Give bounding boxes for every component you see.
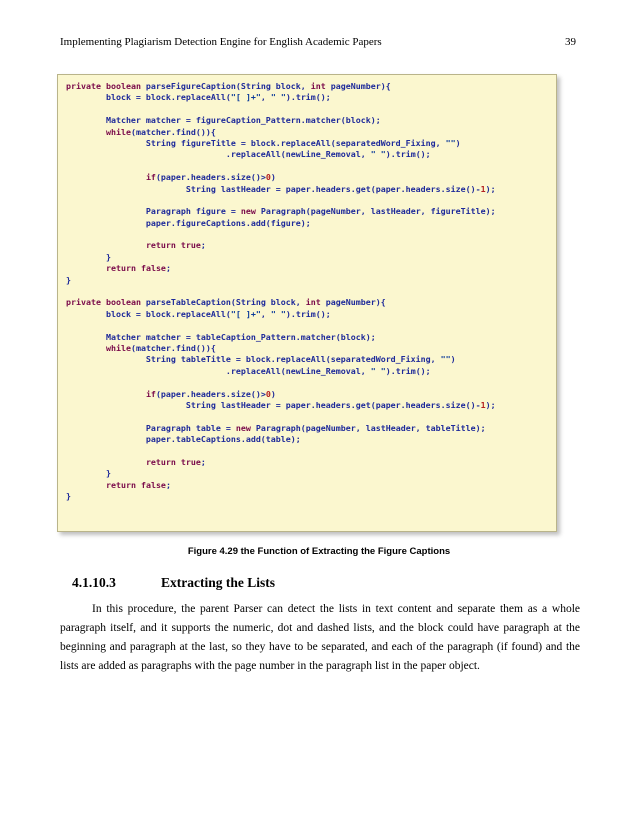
figure-caption: Figure 4.29 the Function of Extracting the Figure Captions [187, 546, 451, 557]
code-line: while(matcher.find()){ [105, 126, 216, 137]
section-title: Extracting the Lists [161, 575, 275, 590]
code-line: block = block.replaceAll("[ ]+", " ").trim(); [66, 308, 331, 319]
section-heading [72, 575, 275, 591]
code-line: .replaceAll(newLine_Removal, " ").trim(); [66, 365, 431, 376]
code-line: String lastHeader = paper.headers.get(paper.headers.size()-1); [66, 399, 496, 410]
code-line: Paragraph figure = new Paragraph(pageNumber, lastHeader, figureTitle); [66, 206, 496, 217]
code-line: if(paper.headers.size()>0) [145, 172, 276, 183]
code-line [66, 161, 556, 172]
code-line: block = block.replaceAll("[ ]+", " ").trim(); [66, 92, 331, 103]
code-line [66, 286, 556, 297]
code-line [66, 195, 556, 206]
code-line [66, 104, 556, 115]
code-line: Matcher matcher = tableCaption_Pattern.matcher(block); [66, 331, 376, 342]
code-line: return false; [105, 479, 171, 490]
code-line: paper.figureCaptions.add(figure); [66, 217, 311, 228]
section-number: 4.1.10.3 [72, 575, 116, 590]
code-line: } [66, 491, 71, 502]
code-line: return false; [105, 263, 171, 274]
code-line: String lastHeader = paper.headers.get(paper.headers.size()-1); [66, 183, 496, 194]
code-line: private boolean parseTableCaption(String block, int pageNumber){ [66, 297, 386, 308]
code-line: Matcher matcher = figureCaption_Pattern.matcher(block); [66, 115, 381, 126]
code-line: String tableTitle = block.replaceAll(separatedWord_Fixing, "") [66, 354, 456, 365]
body-paragraph-text: In this procedure, the parent Parser can detect the lists in text content and separate them as a whole paragraph itself, and it supports the numeric, dot and dashed lists, and the block could have paragraph at the beginning and paragraph at the last, so they have to be separated, and each of the paragraph (if found) and the lists are added as paragraphs with the page number in the paragraph list in the paper object. [60, 603, 580, 672]
code-line: } [66, 468, 111, 479]
code-line: return true; [145, 456, 206, 467]
code-line: private boolean parseFigureCaption(String block, int pageNumber){ [66, 81, 391, 91]
page-number: 39 [565, 36, 576, 48]
code-line: paper.tableCaptions.add(table); [66, 434, 301, 445]
running-header-title: Implementing Plagiarism Detection Engine for English Academic Papers [60, 36, 382, 48]
code-line [66, 320, 556, 331]
code-line: .replaceAll(newLine_Removal, " ").trim(); [66, 149, 431, 160]
code-line: if(paper.headers.size()>0) [145, 388, 276, 399]
body-paragraph [60, 600, 580, 676]
code-line: } [66, 251, 111, 262]
code-line: } [66, 274, 71, 285]
code-line: String figureTitle = block.replaceAll(separatedWord_Fixing, "") [66, 137, 461, 148]
code-listing [57, 74, 557, 532]
code-line: Paragraph table = new Paragraph(pageNumber, lastHeader, tableTitle); [66, 422, 486, 433]
code-line [66, 229, 556, 240]
code-line: return true; [145, 240, 206, 251]
code-line: while(matcher.find()){ [105, 342, 216, 353]
code-line [66, 446, 556, 457]
code-line [66, 377, 556, 388]
code-line [66, 411, 556, 422]
